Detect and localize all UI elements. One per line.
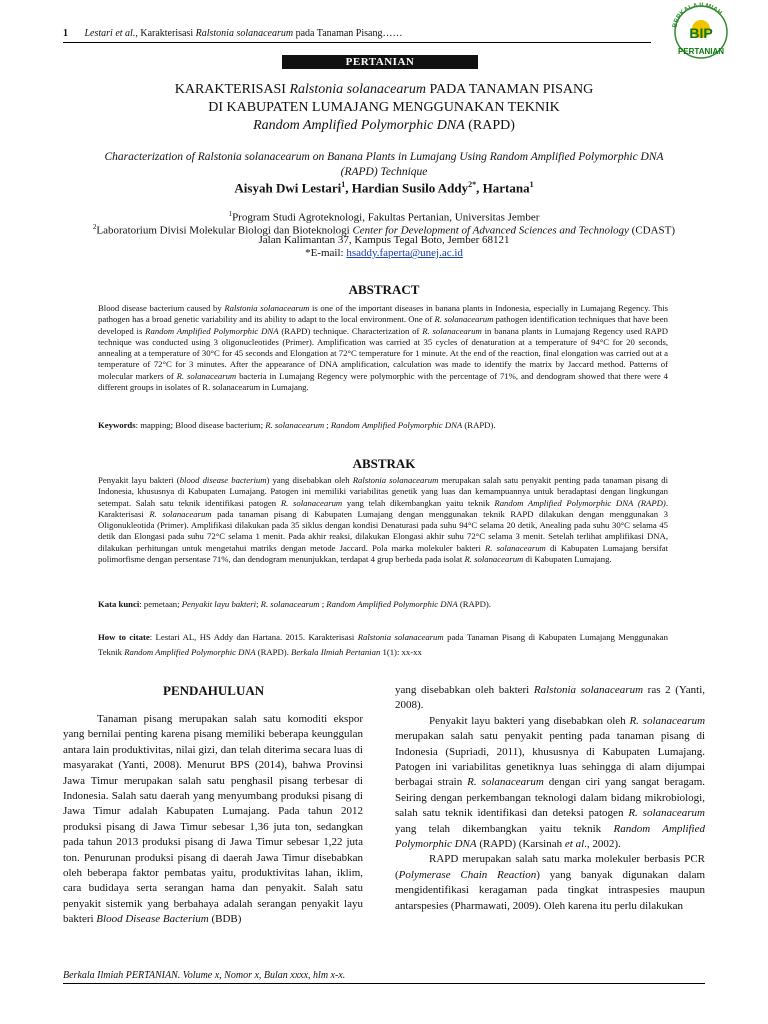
email-link[interactable]: hsaddy.faperta@unej.ac.id	[346, 247, 463, 259]
header-authors: Lestari et al.,	[84, 28, 138, 39]
intro-paragraph-2	[395, 714, 705, 853]
abstract-text: is one of the important diseases in banana plants in Indonesia, especially in Lumajang Regency. This pathogen has a broad genetic variability and its ability to adapt to the local environment. One of	[98, 303, 669, 325]
intro-text: (RAPD) (Karsinah	[476, 838, 565, 851]
journal-footer: Berkala Ilmiah PERTANIAN. Volume x, Nomor x, Bulan xxxx, hlm x-x.	[63, 970, 346, 981]
intro-text: RAPD merupakan salah satu marka molekuler berbasis PCR (	[395, 853, 705, 881]
logo-bottom-text: PERTANIAN	[677, 47, 725, 56]
affiliation-address: Jalan Kalimantan 37, Kampus Tegal Boto, Jember 68121	[258, 234, 510, 246]
keywords-label: Keywords	[98, 420, 136, 430]
title-line-1	[63, 81, 705, 98]
citation-text: pada Tanaman Pisang di Kabupaten Lumajang Menggunakan Teknik	[98, 632, 669, 657]
intro-text: dengan ciri yang sangat beragam. Seiring dengan perkembangan teknologi dalam bidang mikrobiologi, salah satu teknik identifikasi dan deteksi patogen	[395, 776, 705, 820]
abstract-text: bacteria in Lumajang Regency were polymorphic with the percentage of 71%, and dendogram showed that there were 4 different groups in isolates of R. solanacearum in Lumajang.	[98, 370, 669, 393]
abstrak-text: yang telah dikembangkan yaitu teknik	[342, 497, 495, 508]
header-text-1: Karakterisasi	[137, 28, 196, 39]
page-number: 1	[63, 28, 68, 39]
abstract-italic: R. solanacearum	[176, 370, 237, 381]
affiliation-text: Laboratorium Divisi Molekular Biologi dan Bioteknologi	[96, 224, 353, 237]
keywords-text: ;	[319, 599, 327, 609]
keywords-italic: Random Amplified Polymorphic DNA	[326, 599, 458, 609]
abstract-text: (RAPD) technique. Characterization of	[278, 325, 423, 336]
abstrak-text: di Kabupaten Lumajang.	[523, 554, 612, 565]
abstrak-text: Penyakit layu bakteri (	[98, 475, 180, 485]
keywords-text: ;	[256, 599, 261, 609]
author-name: Hartana	[482, 180, 530, 196]
abstrak-text: di Kabupaten Lumajang bersifat polimorfisme dengan persentase 71%, dan dendogram menunjukkan, terdapat 4 grup berbeda pada isolat	[98, 542, 668, 565]
logo-letters: BIP	[689, 25, 713, 41]
abstract-keywords	[98, 420, 668, 430]
abstract-text: pathogen identification techniques that have been developed is	[98, 314, 669, 336]
abstrak-italic: R. solanacearum	[464, 554, 524, 565]
intro-italic: R. solanacearum	[467, 776, 544, 789]
abstrak-keywords	[98, 599, 668, 609]
title-line-2: DI KABUPATEN LUMAJANG MENGGUNAKAN TEKNIK	[208, 100, 560, 115]
citation-italic: Berkala Ilmiah Pertanian	[291, 647, 381, 657]
abstrak-text: ) yang disebabkan oleh	[266, 475, 353, 485]
keywords-italic: R. solanacearum	[265, 420, 325, 430]
intro-text: ras 2 (Yanti, 2008).	[395, 684, 706, 712]
english-title	[63, 150, 705, 180]
intro-italic: R. solanacearum	[629, 714, 706, 727]
affiliation-sup: 1	[228, 210, 233, 218]
keywords-italic: Penyakit layu bakteri	[181, 599, 257, 609]
keywords-italic: Random Amplified Polymorphic DNA	[330, 420, 463, 430]
intro-italic: R. solanacearum	[628, 807, 706, 820]
keywords-text: : mapping; Blood disease bacterium;	[135, 420, 266, 430]
abstrak-body	[98, 475, 668, 565]
abstrak-italic: Ralstonia solanacearum	[352, 475, 439, 485]
citation	[98, 630, 668, 660]
intro-text: ., 2002).	[584, 838, 621, 851]
intro-text: merupakan salah satu penyakit penting pada tanaman pisang di Indonesia (Supriadi, 2011), khususnya di Kabupaten Lumajang. Patogen ini variabilitas genetiknya luas sehingga di alam dijumpai berbagai strain	[395, 730, 705, 789]
title-text: KARAKTERISASI	[174, 82, 290, 97]
citation-text: : Lestari AL, HS Addy dan Hartana. 2015. Karakterisasi	[149, 632, 358, 642]
header-text-2: pada Tanaman Pisang……	[293, 28, 403, 39]
keywords-text: : pemetaan;	[139, 599, 182, 609]
header-species: Ralstonia solanacearum	[195, 28, 294, 39]
abstrak-heading: ABSTRAK	[352, 456, 416, 471]
pendahuluan-heading: PENDAHULUAN	[163, 683, 265, 698]
intro-text: (BDB)	[208, 913, 242, 926]
keywords-label: Kata kunci	[98, 599, 140, 609]
abstract-body	[98, 303, 668, 393]
journal-logo	[666, 2, 736, 60]
intro-italic: Random Amplified Polymorphic DNA	[395, 822, 705, 851]
author-name: Hardian Susilo Addy	[351, 180, 469, 196]
abstrak-text: pada tanaman pisang di Kabupaten Lumajang dengan menggunakan teknik RAPD dilakukan dengan menggunakan 3 Oligonukleotida (Primer). Amplifikasi dilakukan pada 35 siklus dengan kondisi Denaturasi pada suhu 94°C selama 20 detik, Anealing pada suhu 30°C selama 45 detik dan Elongasi pada suhu 72°C selama 1 menit. Pada akhir reaksi, dilakukan Elongasi akhir suhu 72°C selama 3 menit. Setelah terlihat amplifikasi DNA, dilakukan perhitungan untuk mengetahui matriks dengan metode Jaccard. Pola marka molekuler bakteri	[98, 508, 668, 553]
citation-label: How to citate	[98, 632, 150, 642]
title-method: Random Amplified Polymorphic DNA	[253, 118, 465, 133]
author-sep: ,	[476, 180, 483, 196]
footer-rule	[63, 983, 705, 984]
abstrak-italic: blood disease bacterium	[179, 475, 267, 485]
email-line	[63, 247, 705, 260]
abstrak-italic: R. solanacearum	[149, 508, 212, 519]
english-title-line-2: (RAPD) Technique	[340, 166, 428, 178]
citation-italic: Random Amplified Polymorphic DNA	[124, 647, 256, 657]
intro-italic: Ralstonia solanacearum	[533, 684, 644, 696]
intro-italic: Blood Disease Bacterium	[96, 913, 209, 926]
right-column	[395, 683, 705, 914]
keywords-text: (RAPD).	[457, 599, 491, 609]
intro-text: yang disebabkan oleh bakteri	[395, 684, 534, 696]
abstrak-text: . Karakterisasi	[98, 497, 668, 519]
keywords-italic: R. solanacearum	[260, 599, 320, 609]
intro-paragraph-3	[395, 852, 705, 914]
intro-italic: et al	[564, 838, 585, 851]
citation-text: (RAPD).	[255, 647, 292, 657]
citation-text: 1(1): xx-xx	[380, 647, 422, 657]
email-label: *E-mail:	[305, 247, 347, 259]
header-rule	[63, 42, 651, 43]
keywords-text: ;	[324, 420, 331, 430]
abstrak-italic: R. solanacearum	[485, 542, 546, 553]
abstrak-italic: Random Amplified Polymorphic DNA (RAPD)	[494, 497, 666, 508]
intro-paragraph-cont	[395, 683, 705, 714]
abstract-italic: Ralstonia solanacearum	[224, 303, 310, 313]
author-name: Aisyah Dwi Lestari	[234, 180, 342, 196]
abstract-italic: Random Amplified Polymorphic DNA	[145, 325, 279, 336]
abstract-italic: R. solanacearum	[434, 314, 494, 325]
abstrak-italic: R. solanacearum	[280, 497, 343, 508]
left-column	[63, 712, 363, 928]
affiliation-text: Program Studi Agroteknologi, Fakultas Pertanian, Universitas Jember	[232, 211, 540, 224]
intro-italic: Polymerase Chain Reaction	[398, 868, 537, 881]
english-title-line-1: Characterization of Ralstonia solanacearum on Banana Plants in Lumajang Using Random Amplified Polymorphic DNA	[104, 151, 664, 163]
logo-arc-text: BERKALA ILMIAH	[671, 2, 724, 29]
section-label: PERTANIAN	[282, 55, 478, 69]
abstract-text: in banana plants in Lumajang Regency used RAPD technique was conducted using 3 oligonucleotides (Primer). Amplification was carried at 35 cycles of denaturation at a temperature of 94°C for 20 seconds, annealing at a temperature of 30°C for 45 seconds and Elongation at 72°C temperature for 1 minute. At the end of the reaction, final elongation was carried out at a temperature of 72°C for 3 minutes. After the appearance of DNA amplification, calculation was made to identify the matrix by Jaccard method. Patterns of molecular markers of	[98, 325, 669, 381]
affiliation-sup: 2	[92, 223, 97, 231]
author-list	[63, 180, 705, 196]
title-text: PADA TANAMAN PISANG	[425, 82, 594, 97]
citation-italic: Ralstonia solanacearum	[357, 632, 444, 642]
abstract-italic: R. solanacearum	[422, 325, 482, 336]
abstrak-text: merupakan salah satu penyakit penting pada tanaman pisang di Indonesia, khususnya di Kabupaten Lumajang. Patogen ini memiliki variabilitas genetik yang luas dan kemampuannya untuk beradaptasi dengan lingkungan setempat. Salah satu teknik identifikasi patogen	[98, 475, 669, 508]
abstract-text: Blood disease bacterium caused by	[98, 303, 225, 313]
title-line-3	[63, 117, 705, 134]
keywords-text: (RAPD).	[462, 420, 496, 430]
author-sup: 2*	[468, 180, 477, 189]
affiliation-text: (CDAST)	[628, 224, 676, 237]
author-sup: 1	[341, 180, 346, 189]
title-species: Ralstonia solanacearum	[289, 82, 426, 97]
affiliation-center: Center for Development of Advanced Sciences and Technology	[352, 224, 629, 237]
author-sep: ,	[345, 180, 352, 196]
intro-text: Tanaman pisang merupakan salah satu komoditi ekspor yang bernilai penting karena pisang memiliki beberapa keunggulan antara lain produktivitas, nilai gizi, dan telah diterima secara luas di masyarakat (Yanti, 2008). Menurut BPS (2014), bahwa Provinsi Jawa Timur merupakan salah satu penghasil pisang terbesar di Indonesia. Salah satu daerah yang menyumbang produksi pisang di Jawa Timur adalah Kabupaten Lumajang. Pada tahun 2012 produksi pisang di Jawa Timur sebesar 1,36 juta ton, sedangkan pada tahun 2013 produksi pisang di Jawa Timur sebesar 1,22 juta ton. Penurunan produksi pisang di daerah Jawa Timur disebabkan oleh beberapa faktor pembatas yaitu, produktivitas lahan, iklim, cara budidaya serta serangan hama dan penyakit. Salah satu penyakit sistemik yang berbahaya adalah serangan penyakit layu bakteri	[63, 713, 363, 926]
abstract-heading: ABSTRACT	[348, 282, 420, 297]
intro-text: yang telah dikembangkan yaitu teknik	[395, 822, 614, 835]
intro-text: Penyakit layu bakteri yang disebabkan oleh	[429, 714, 630, 727]
title-text: (RAPD)	[464, 118, 515, 133]
intro-paragraph-1	[63, 712, 363, 928]
intro-text: ) yang banyak digunakan dalam mengidentifikasi keragaman pada tingkat intraspesies maupun antarspesies (Pharmawati, 2009). Oleh karena itu perlu dilakukan	[395, 868, 706, 912]
running-header	[63, 28, 402, 39]
author-sup: 1	[529, 180, 534, 189]
